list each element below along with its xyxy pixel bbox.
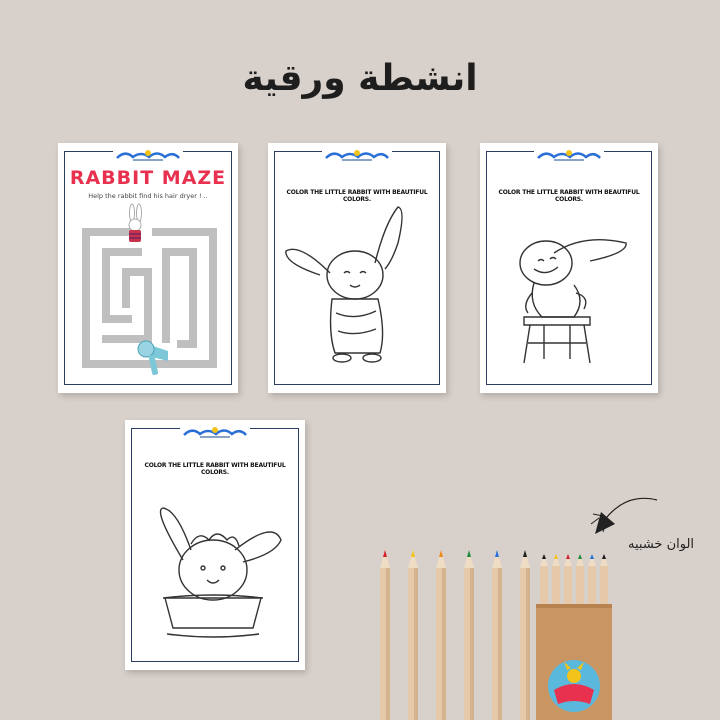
rabbit-on-chair-icon	[494, 213, 644, 373]
pencil-icon	[492, 550, 502, 720]
rabbit-in-tub-icon	[143, 500, 293, 645]
coloring-sheet	[125, 420, 305, 670]
box-logo-icon	[548, 660, 600, 712]
box-pencil-icon	[564, 554, 572, 606]
coloring-sheet	[268, 143, 446, 393]
pencil-box-icon	[534, 548, 614, 720]
pencils-label: الوان خشبيه	[628, 537, 695, 552]
pencil-icon	[436, 550, 446, 720]
box-pencil-icon	[576, 554, 584, 606]
logo-icon	[113, 147, 183, 163]
arrow-icon	[585, 492, 665, 542]
pencil-icon	[380, 550, 390, 720]
maze-instruction: Help the rabbit find his hair dryer ! ..	[88, 192, 208, 200]
coloring-sheet	[480, 143, 658, 393]
maze-icon	[72, 203, 222, 388]
box-pencil-icon	[600, 554, 608, 606]
hair-dryer-icon	[138, 341, 168, 375]
maze-title: RABBIT MAZE	[69, 167, 227, 189]
logo-icon	[534, 147, 604, 163]
coloring-caption: COLOR THE LITTLE RABBIT WITH BEAUTIFUL COLORS.	[144, 462, 286, 476]
rabbit-in-towel-icon	[280, 203, 435, 373]
box-pencil-icon	[588, 554, 596, 606]
box-pencil-icon	[552, 554, 560, 606]
pencil-icon	[408, 550, 418, 720]
logo-icon	[322, 147, 392, 163]
maze-sheet	[58, 143, 238, 393]
coloring-caption: COLOR THE LITTLE RABBIT WITH BEAUTIFUL COLORS.	[498, 189, 640, 203]
pencil-icon	[520, 550, 530, 720]
rabbit-icon	[129, 204, 142, 242]
logo-icon	[180, 424, 250, 440]
coloring-caption: COLOR THE LITTLE RABBIT WITH BEAUTIFUL COLORS.	[286, 189, 428, 203]
colored-pencils-icon	[372, 548, 542, 720]
pencil-icon	[464, 550, 474, 720]
box-pencil-icon	[540, 554, 548, 606]
page-title: انشطة ورقية	[242, 58, 478, 99]
